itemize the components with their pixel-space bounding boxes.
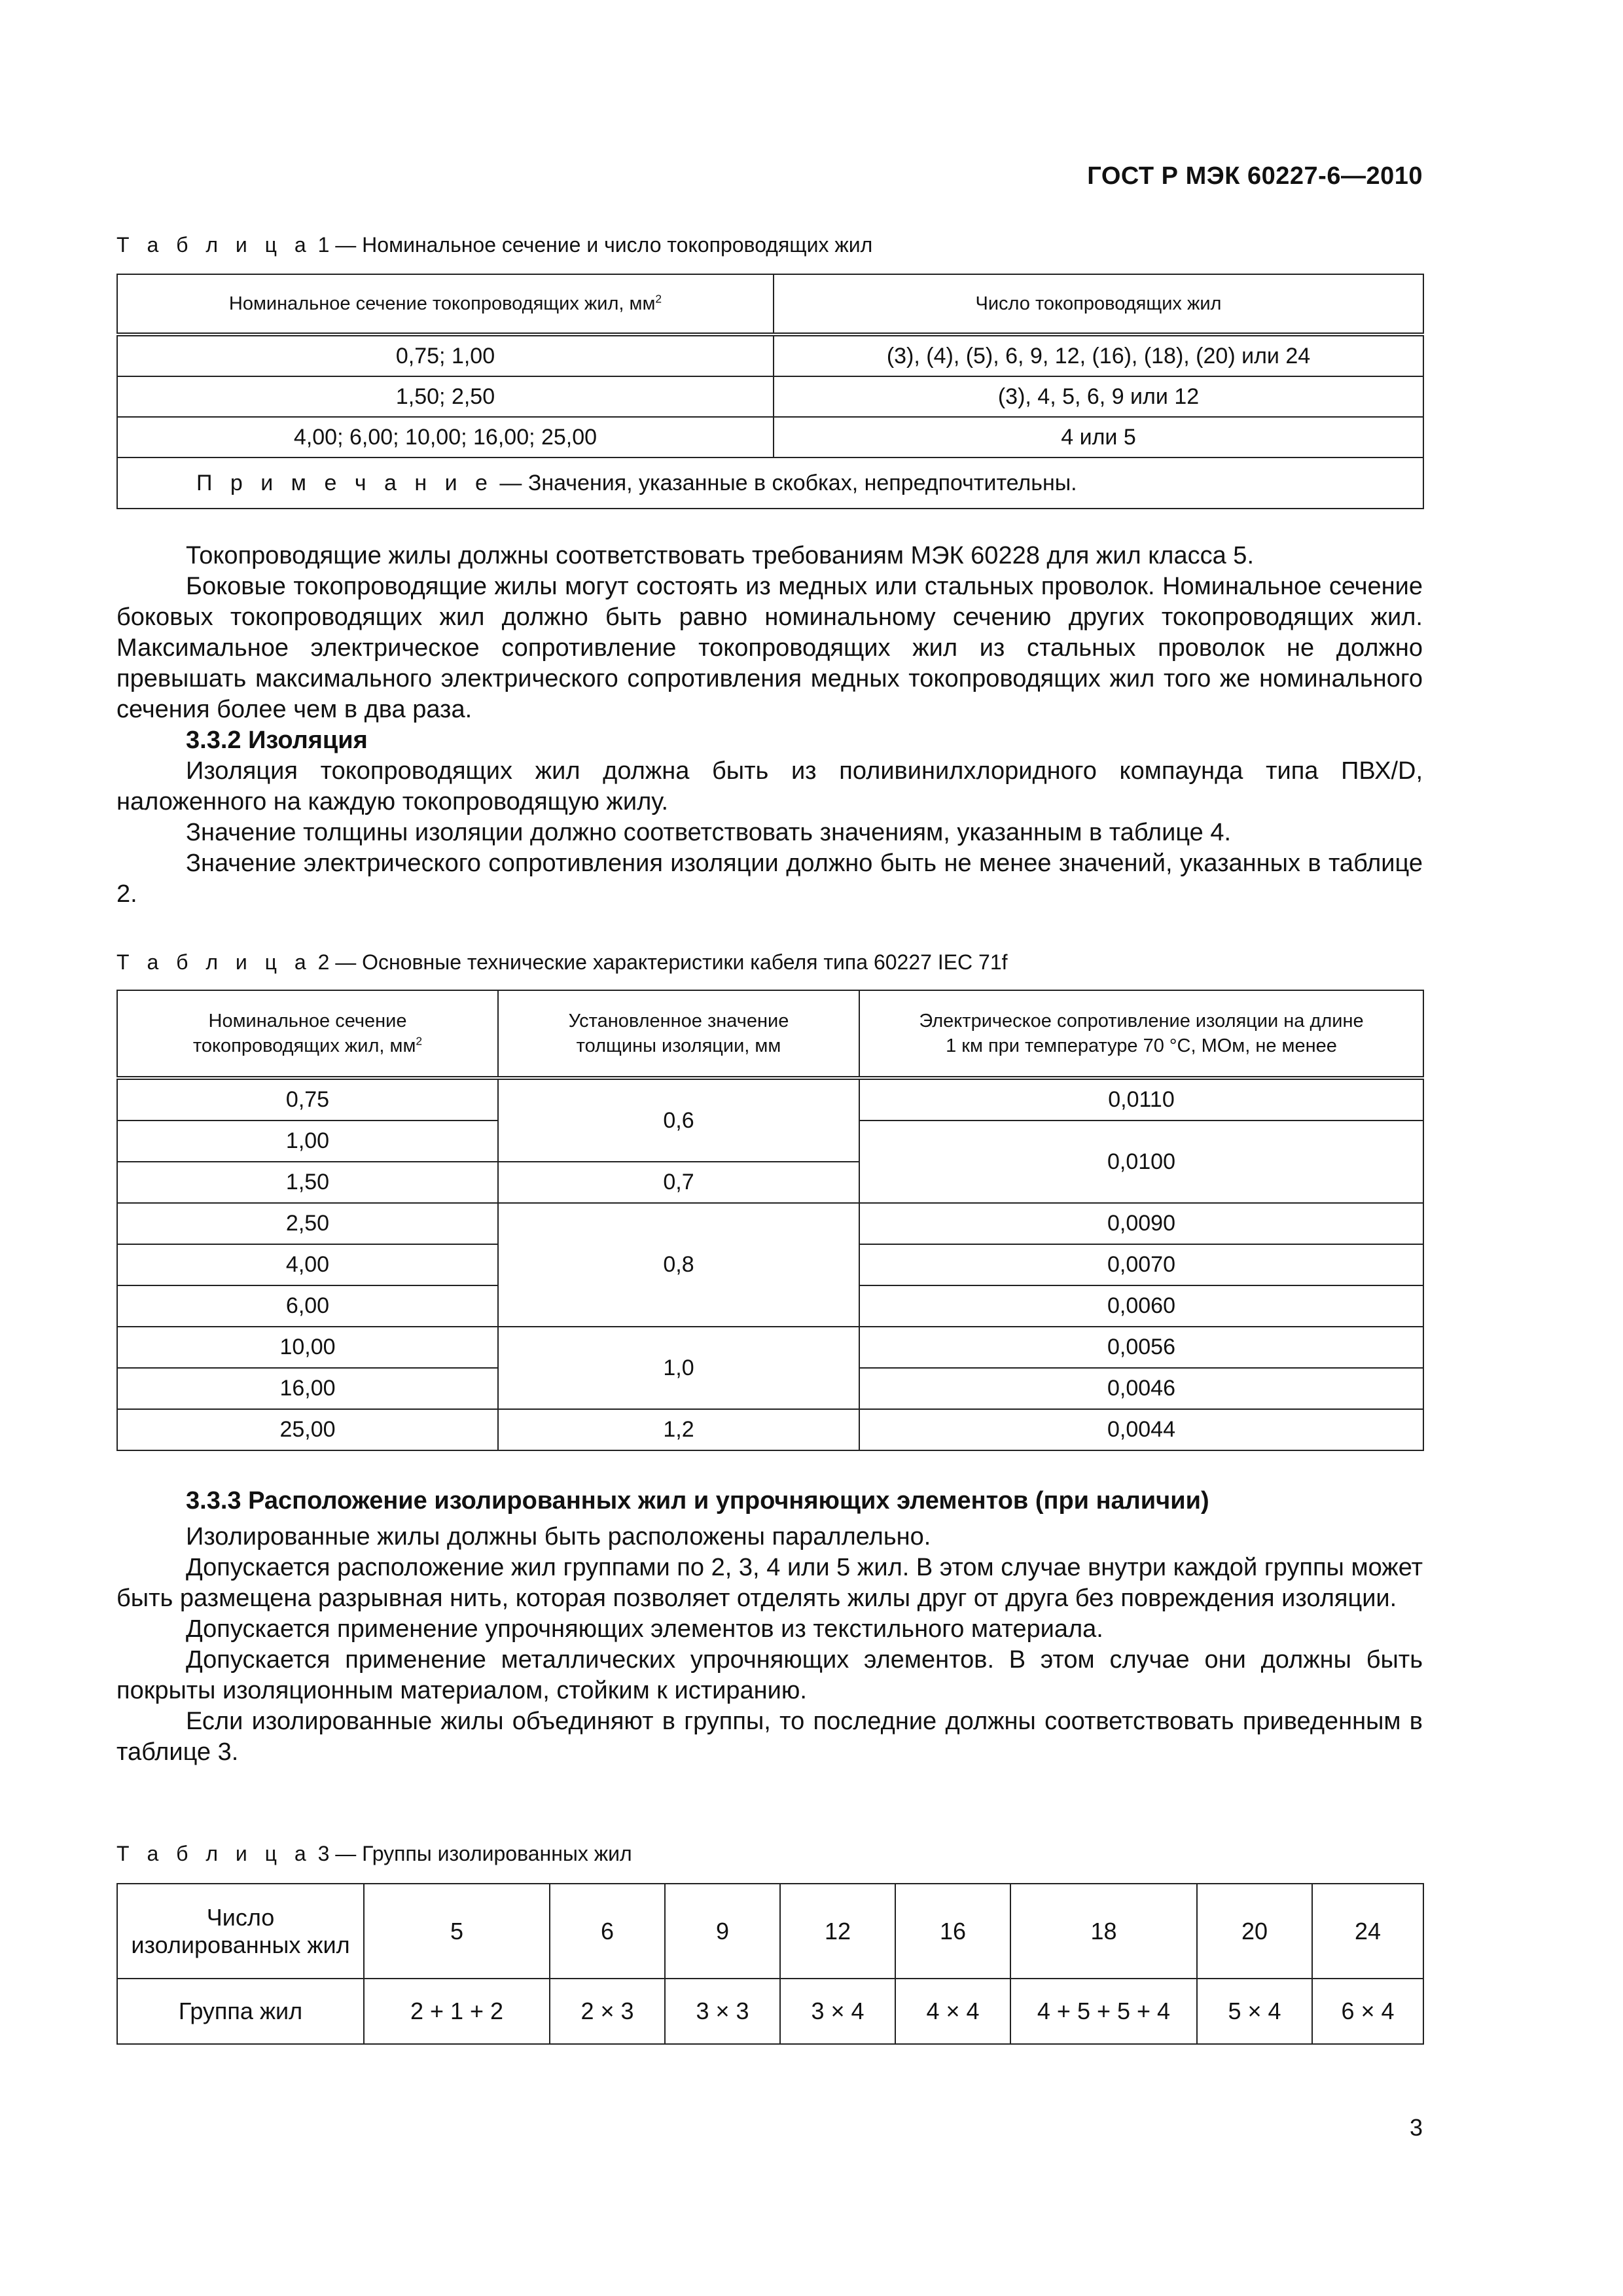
table2-section-cell: 10,00 — [117, 1327, 498, 1368]
table2-thickness-cell: 1,0 — [498, 1327, 859, 1409]
table3-caption-label: Т а б л и ц а — [116, 1842, 312, 1865]
table3-cell: 18 — [1010, 1884, 1197, 1979]
table2-thickness-cell: 0,7 — [498, 1162, 859, 1203]
section-heading-332: 3.3.2 Изоляция — [186, 726, 368, 754]
table1-col2-header: Число токопроводящих жил — [774, 274, 1423, 334]
table3-row-label: Группа жил — [117, 1979, 364, 2044]
paragraph: Значение электрического сопротивления изоляции должно быть не менее значений, указанных в таблице 2. — [116, 850, 1423, 908]
page-number: 3 — [1409, 2114, 1423, 2141]
table-row — [117, 1078, 1423, 1121]
table3-cell: 3 × 3 — [665, 1979, 780, 2044]
section-332-text — [116, 541, 1423, 910]
table2-resistance-cell: 0,0060 — [859, 1285, 1423, 1327]
table3-cell: 2 × 3 — [550, 1979, 665, 2044]
paragraph: Изоляция токопроводящих жил должна быть из поливинилхлоридного компаунда типа ПВХ/D, наложенного на каждую токопроводящую жилу. — [116, 757, 1423, 816]
table1-cell: 0,75; 1,00 — [117, 334, 774, 376]
table1 — [116, 274, 1424, 509]
table3-cell: 6 — [550, 1884, 665, 1979]
table1-col1-header: Номинальное сечение токопроводящих жил, $мм^2$ — [117, 274, 774, 334]
table2 — [116, 990, 1424, 1451]
table3 — [116, 1883, 1424, 2045]
table1-caption-text: 1 — Номинальное сечение и число токопроводящих жил — [317, 233, 873, 257]
paragraph: Допускается применение упрочняющих элементов из текстильного материала. — [186, 1615, 1103, 1643]
paragraph: Допускается расположение жил группами по 2, 3, 4 или 5 жил. В этом случае внутри каждой группы может быть размещена разрывная нить, которая позволяет отделять жилы друг от друга без повреждения изоляции. — [116, 1554, 1423, 1612]
table2-col2-header: Установленное значение толщины изоляции, мм — [498, 990, 859, 1078]
table3-cell: 6 × 4 — [1312, 1979, 1423, 2044]
paragraph: Допускается применение металлических упрочняющих элементов. В этом случае они должны быть покрыты изоляционным материалом, стойким к истиранию. — [116, 1646, 1423, 1704]
table-row — [117, 417, 1423, 457]
table2-resistance-cell: 0,0070 — [859, 1244, 1423, 1285]
table2-col3-header: Электрическое сопротивление изоляции на длине 1 км при температуре 70 °С, МОм, не менее — [859, 990, 1423, 1078]
table1-caption — [116, 233, 872, 257]
table2-caption-text: 2 — Основные технические характеристики кабеля типа 60227 IEC 71f — [317, 950, 1008, 974]
table-row — [117, 376, 1423, 417]
table3-cell: 5 × 4 — [1197, 1979, 1312, 2044]
table2-resistance-cell: 0,0110 — [859, 1078, 1423, 1121]
table1-cell: 4,00; 6,00; 10,00; 16,00; 25,00 — [117, 417, 774, 457]
table3-cell: 5 — [364, 1884, 550, 1979]
table2-resistance-cell: 0,0044 — [859, 1409, 1423, 1450]
paragraph: Боковые токопроводящие жилы могут состоять из медных или стальных проволок. Номинальное сечение боковых токопроводящих жил должно быть равно номинальному сечению других токопроводящих жил. Максимальное электрическое сопротивление токопроводящих жил из стальных проволок не должно превышать максимального электрического сопротивления медных токопроводящих жил того же номинального сечения более чем в два раза. — [116, 573, 1423, 723]
table3-caption — [116, 1842, 632, 1866]
table3-cell: 9 — [665, 1884, 780, 1979]
table2-thickness-cell: 0,6 — [498, 1078, 859, 1162]
table1-cell: (3), 4, 5, 6, 9 или 12 — [774, 376, 1423, 417]
table2-thickness-cell: 0,8 — [498, 1203, 859, 1327]
table-row — [117, 1409, 1423, 1450]
paragraph: Токопроводящие жилы должны соответствовать требованиям МЭК 60228 для жил класса 5. — [186, 542, 1254, 569]
table2-section-cell: 4,00 — [117, 1244, 498, 1285]
table2-thickness-cell: 1,2 — [498, 1409, 859, 1450]
table-row — [117, 1327, 1423, 1368]
table2-col1-header: Номинальное сечение токопроводящих жил, $мм^2$ — [117, 990, 498, 1078]
table2-caption — [116, 950, 1008, 975]
paragraph: Изолированные жилы должны быть расположены параллельно. — [186, 1523, 931, 1551]
table1-cell: (3), (4), (5), 6, 9, 12, (16), (18), (20) или 24 — [774, 334, 1423, 376]
paragraph: Значение толщины изоляции должно соответствовать значениям, указанным в таблице 4. — [186, 819, 1232, 846]
table1-note: П р и м е ч а н и е — Значения, указанные в скобках, непредпочтительны. — [117, 457, 1423, 509]
table1-cell: 4 или 5 — [774, 417, 1423, 457]
table3-cell: 4 + 5 + 5 + 4 — [1010, 1979, 1197, 2044]
table2-resistance-cell: 0,0056 — [859, 1327, 1423, 1368]
table-row — [117, 334, 1423, 376]
table1-caption-label: Т а б л и ц а — [116, 233, 312, 257]
table2-section-cell: 6,00 — [117, 1285, 498, 1327]
table-row — [117, 457, 1423, 509]
table3-cell: 3 × 4 — [780, 1979, 895, 2044]
table2-section-cell: 2,50 — [117, 1203, 498, 1244]
table3-cell: 16 — [895, 1884, 1010, 1979]
paragraph: Если изолированные жилы объединяют в группы, то последние должны соответствовать приведенным в таблице 3. — [116, 1708, 1423, 1766]
document-id: ГОСТ Р МЭК 60227-6—2010 — [1087, 162, 1423, 190]
table3-cell: 12 — [780, 1884, 895, 1979]
table3-cell: 2 + 1 + 2 — [364, 1979, 550, 2044]
table3-cell: 20 — [1197, 1884, 1312, 1979]
section-heading-333: 3.3.3 Расположение изолированных жил и упрочняющих элементов (при наличии) — [186, 1487, 1209, 1515]
table3-caption-text: 3 — Группы изолированных жил — [317, 1842, 632, 1865]
table2-section-cell: 25,00 — [117, 1409, 498, 1450]
table2-section-cell: 1,50 — [117, 1162, 498, 1203]
table-row — [117, 1203, 1423, 1244]
table2-resistance-cell: 0,0090 — [859, 1203, 1423, 1244]
table2-resistance-cell: 0,0100 — [859, 1121, 1423, 1203]
table1-cell: 1,50; 2,50 — [117, 376, 774, 417]
table2-section-cell: 1,00 — [117, 1121, 498, 1162]
table3-row-label: Число изолированных жил — [117, 1884, 364, 1979]
section-333-text — [116, 1486, 1423, 1768]
table-row — [117, 1979, 1423, 2044]
table-row — [117, 1884, 1423, 1979]
table2-caption-label: Т а б л и ц а — [116, 950, 312, 974]
table2-resistance-cell: 0,0046 — [859, 1368, 1423, 1409]
table3-cell: 24 — [1312, 1884, 1423, 1979]
table2-section-cell: 0,75 — [117, 1078, 498, 1121]
table3-cell: 4 × 4 — [895, 1979, 1010, 2044]
table2-section-cell: 16,00 — [117, 1368, 498, 1409]
